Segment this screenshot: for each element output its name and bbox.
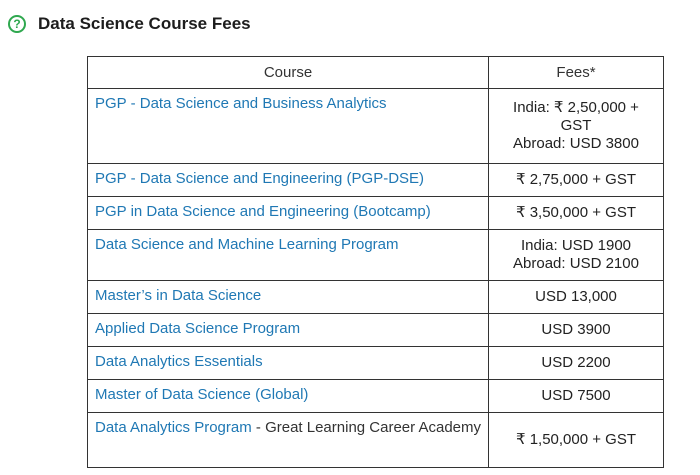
course-link[interactable]: Applied Data Science Program: [88, 314, 489, 347]
fee-cell: [489, 413, 664, 468]
fee-line: India: ₹ 2,50,000 +: [513, 99, 639, 116]
fee-line: ₹ 1,50,000 + GST: [515, 431, 637, 448]
course-link[interactable]: Data Science and Machine Learning Program: [88, 230, 489, 281]
fee-line: ₹ 3,50,000 + GST: [515, 204, 637, 221]
page-title: Data Science Course Fees: [38, 14, 251, 33]
table-row: [88, 281, 664, 314]
fee-cell: [489, 380, 664, 413]
fee-cell: [489, 314, 664, 347]
fee-cell: [489, 164, 664, 197]
fee-cell: [489, 281, 664, 314]
course-link[interactable]: Data Analytics Program: [95, 419, 252, 436]
fee-cell: [489, 230, 664, 281]
course-fees-table: [87, 56, 664, 468]
course-cell: [88, 413, 489, 468]
course-link[interactable]: Master’s in Data Science: [88, 281, 489, 314]
table-row: [88, 164, 664, 197]
fee-line: Abroad: USD 3800: [513, 135, 639, 152]
table-row: [88, 197, 664, 230]
fee-cell: [489, 89, 664, 164]
fee-line: USD 13,000: [535, 288, 617, 305]
fee-line: GST: [560, 117, 592, 134]
table-row: [88, 314, 664, 347]
course-link[interactable]: Master of Data Science (Global): [88, 380, 489, 413]
section-heading: [8, 14, 251, 34]
fee-cell: [489, 347, 664, 380]
table-row: [88, 380, 664, 413]
course-link[interactable]: PGP - Data Science and Business Analytics: [88, 89, 489, 164]
table-row: [88, 89, 664, 164]
fee-line: Abroad: USD 2100: [513, 255, 639, 272]
fee-cell: [489, 197, 664, 230]
table-row: [88, 230, 664, 281]
question-circle-icon: ?: [8, 15, 26, 33]
table-row: [88, 413, 664, 468]
course-link[interactable]: PGP in Data Science and Engineering (Bootcamp): [88, 197, 489, 230]
column-header-course: Course: [88, 57, 489, 89]
fee-line: ₹ 2,75,000 + GST: [515, 171, 637, 188]
fee-line: USD 7500: [541, 387, 611, 404]
table-row: [88, 347, 664, 380]
course-provider-text: - Great Learning Career Academy: [251, 419, 482, 436]
course-link[interactable]: Data Analytics Essentials: [88, 347, 489, 380]
fee-line: USD 2200: [541, 354, 611, 371]
course-link[interactable]: PGP - Data Science and Engineering (PGP-DSE): [88, 164, 489, 197]
fee-line: USD 3900: [541, 321, 611, 338]
column-header-fees: Fees*: [489, 57, 664, 89]
table-header-row: [88, 57, 664, 89]
fee-line: India: USD 1900: [520, 237, 632, 254]
